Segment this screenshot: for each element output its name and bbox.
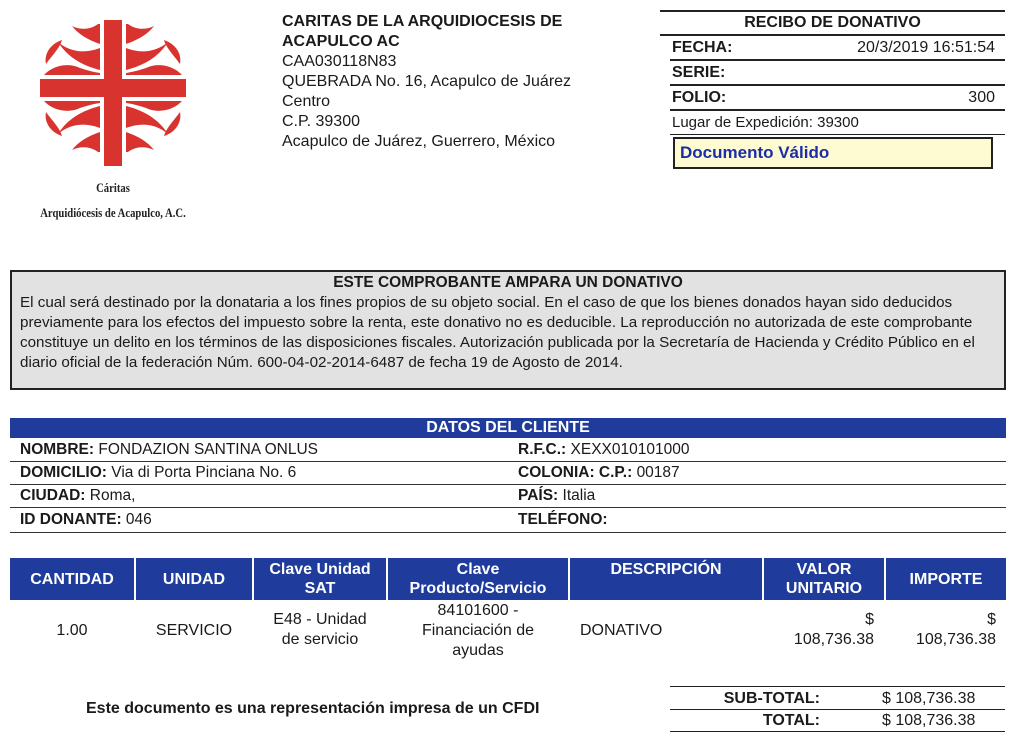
cell-clave-producto-line-1: 84101600 - bbox=[437, 602, 519, 619]
cell-valor-symbol: $ bbox=[865, 611, 874, 628]
pais-label: PAÍS: bbox=[518, 487, 559, 504]
cell-clave-unidad bbox=[254, 610, 386, 650]
header-unidad: UNIDAD bbox=[136, 558, 252, 600]
domicilio-label: DOMICILIO: bbox=[20, 464, 107, 481]
fecha-label: FECHA: bbox=[672, 39, 733, 56]
subtotal-label: SUB-TOTAL: bbox=[723, 690, 820, 707]
client-rfc-value: XEXX010101000 bbox=[570, 441, 690, 458]
ciudad-label: CIUDAD: bbox=[20, 487, 86, 504]
cell-clave-producto-line-2: Financiación de bbox=[421, 622, 535, 639]
cell-importe-amount: 108,736.38 bbox=[915, 631, 996, 648]
client-row-2 bbox=[10, 461, 1006, 485]
header-clave-unidad-line-2: SAT bbox=[304, 580, 336, 597]
domicilio-value: Via di Porta Pinciana No. 6 bbox=[111, 464, 297, 481]
receipt-title: RECIBO DE DONATIVO bbox=[660, 10, 1005, 36]
id-donante-label: ID DONANTE: bbox=[20, 511, 122, 528]
receipt-serie-row bbox=[670, 61, 1005, 86]
cross-icon bbox=[38, 18, 188, 168]
header-clave-unidad-line-1: Clave Unidad bbox=[269, 561, 371, 578]
header-valor-line-1: VALOR bbox=[796, 561, 852, 578]
cell-cantidad: 1.00 bbox=[56, 622, 88, 639]
client-row-1 bbox=[10, 438, 1006, 462]
receipt-box bbox=[660, 10, 1005, 135]
logo-line-1: Cáritas bbox=[96, 180, 130, 195]
notice-body: El cual será destinado por la donataria a los fines propios de su objeto social. En el caso de que los bienes donados hayan sido deducidos previamente para los efectos del impuesto sobre la renta, este donativo no es deducible. La reproducción no autorizada de este comprobante constituye un delito en los términos de las disposiciones fiscales. Autorización publicada por la Secretaría de Hacienda y Crédito Público en el diario oficial de la federación Núm. 600-04-02-2014-6487 de fecha 19 de Agosto de 2014. bbox=[20, 294, 975, 371]
cell-importe-symbol: $ bbox=[987, 611, 996, 628]
cell-clave-unidad-line-1: E48 - Unidad bbox=[273, 611, 367, 628]
ciudad-value: Roma, bbox=[89, 487, 136, 504]
issuer-name-line-1: CARITAS DE LA ARQUIDIOCESIS DE bbox=[282, 13, 563, 30]
cell-clave-unidad-line-2: de servicio bbox=[281, 631, 359, 648]
client-row-4 bbox=[10, 508, 1006, 533]
totals-top-rule bbox=[670, 686, 1005, 687]
client-row-3 bbox=[10, 484, 1006, 508]
header-clave-producto-line-1: Clave bbox=[456, 561, 500, 578]
fecha-value: 20/3/2019 16:51:54 bbox=[857, 39, 995, 56]
receipt-folio-row bbox=[670, 86, 1005, 111]
cell-clave-producto bbox=[388, 601, 568, 661]
total-label: TOTAL: bbox=[762, 712, 820, 729]
logo-line-2: Arquidiócesis de Acapulco, A.C. bbox=[40, 205, 186, 220]
colonia-label: COLONIA: C.P.: bbox=[518, 464, 633, 481]
issuer-street: QUEBRADA No. 16, Acapulco de Juárez bbox=[282, 73, 572, 90]
cell-unidad: SERVICIO bbox=[155, 622, 233, 639]
id-donante-value: 046 bbox=[125, 511, 152, 528]
nombre-value: FONDAZION SANTINA ONLUS bbox=[98, 441, 318, 458]
telefono-label: TELÉFONO: bbox=[518, 511, 608, 528]
issuer-cp: C.P. 39300 bbox=[282, 113, 360, 130]
cfdi-note: Este documento es una representación impresa de un CFDI bbox=[86, 700, 540, 717]
header-valor-unitario bbox=[764, 558, 884, 600]
client-section-title: DATOS DEL CLIENTE bbox=[10, 418, 1006, 438]
subtotal-value: $ 108,736.38 bbox=[882, 690, 976, 707]
cell-descripcion: DONATIVO bbox=[580, 622, 663, 639]
header-descripcion: DESCRIPCIÓN bbox=[570, 558, 762, 600]
pais-value: Italia bbox=[562, 487, 596, 504]
cell-clave-producto-line-3: ayudas bbox=[452, 642, 504, 659]
colonia-value: 00187 bbox=[636, 464, 680, 481]
donation-notice bbox=[10, 270, 1006, 390]
header-clave-producto-line-2: Producto/Servicio bbox=[409, 580, 547, 597]
serie-label: SERIE: bbox=[672, 64, 726, 81]
issuer-info bbox=[282, 12, 642, 152]
total-value: $ 108,736.38 bbox=[882, 712, 976, 729]
subtotal-row bbox=[670, 688, 1005, 710]
issuer-rfc: CAA030118N83 bbox=[282, 53, 397, 70]
header-clave-producto bbox=[388, 558, 568, 600]
nombre-label: NOMBRE: bbox=[20, 441, 95, 458]
caritas-logo bbox=[18, 8, 208, 238]
cell-importe bbox=[886, 610, 996, 650]
issuer-colony: Centro bbox=[282, 93, 331, 110]
folio-value: 300 bbox=[968, 89, 995, 106]
header-valor-line-2: UNITARIO bbox=[785, 580, 863, 597]
issuer-city: Acapulco de Juárez, Guerrero, México bbox=[282, 133, 556, 150]
header-importe: IMPORTE bbox=[886, 558, 1006, 600]
total-row bbox=[670, 710, 1005, 732]
header-cantidad: CANTIDAD bbox=[10, 558, 134, 600]
status-badge: Documento Válido bbox=[673, 137, 993, 169]
cell-valor-unitario bbox=[764, 610, 874, 650]
notice-title: ESTE COMPROBANTE AMPARA UN DONATIVO bbox=[333, 274, 683, 291]
folio-label: FOLIO: bbox=[672, 89, 727, 106]
lugar-expedicion: Lugar de Expedición: 39300 bbox=[672, 114, 859, 131]
cell-valor-amount: 108,736.38 bbox=[793, 631, 874, 648]
client-rfc-label: R.F.C.: bbox=[518, 441, 567, 458]
receipt-fecha-row bbox=[670, 36, 1005, 61]
receipt-lugar-row bbox=[670, 111, 1005, 135]
header-clave-unidad bbox=[254, 558, 386, 600]
issuer-name-line-2: ACAPULCO AC bbox=[282, 33, 400, 50]
